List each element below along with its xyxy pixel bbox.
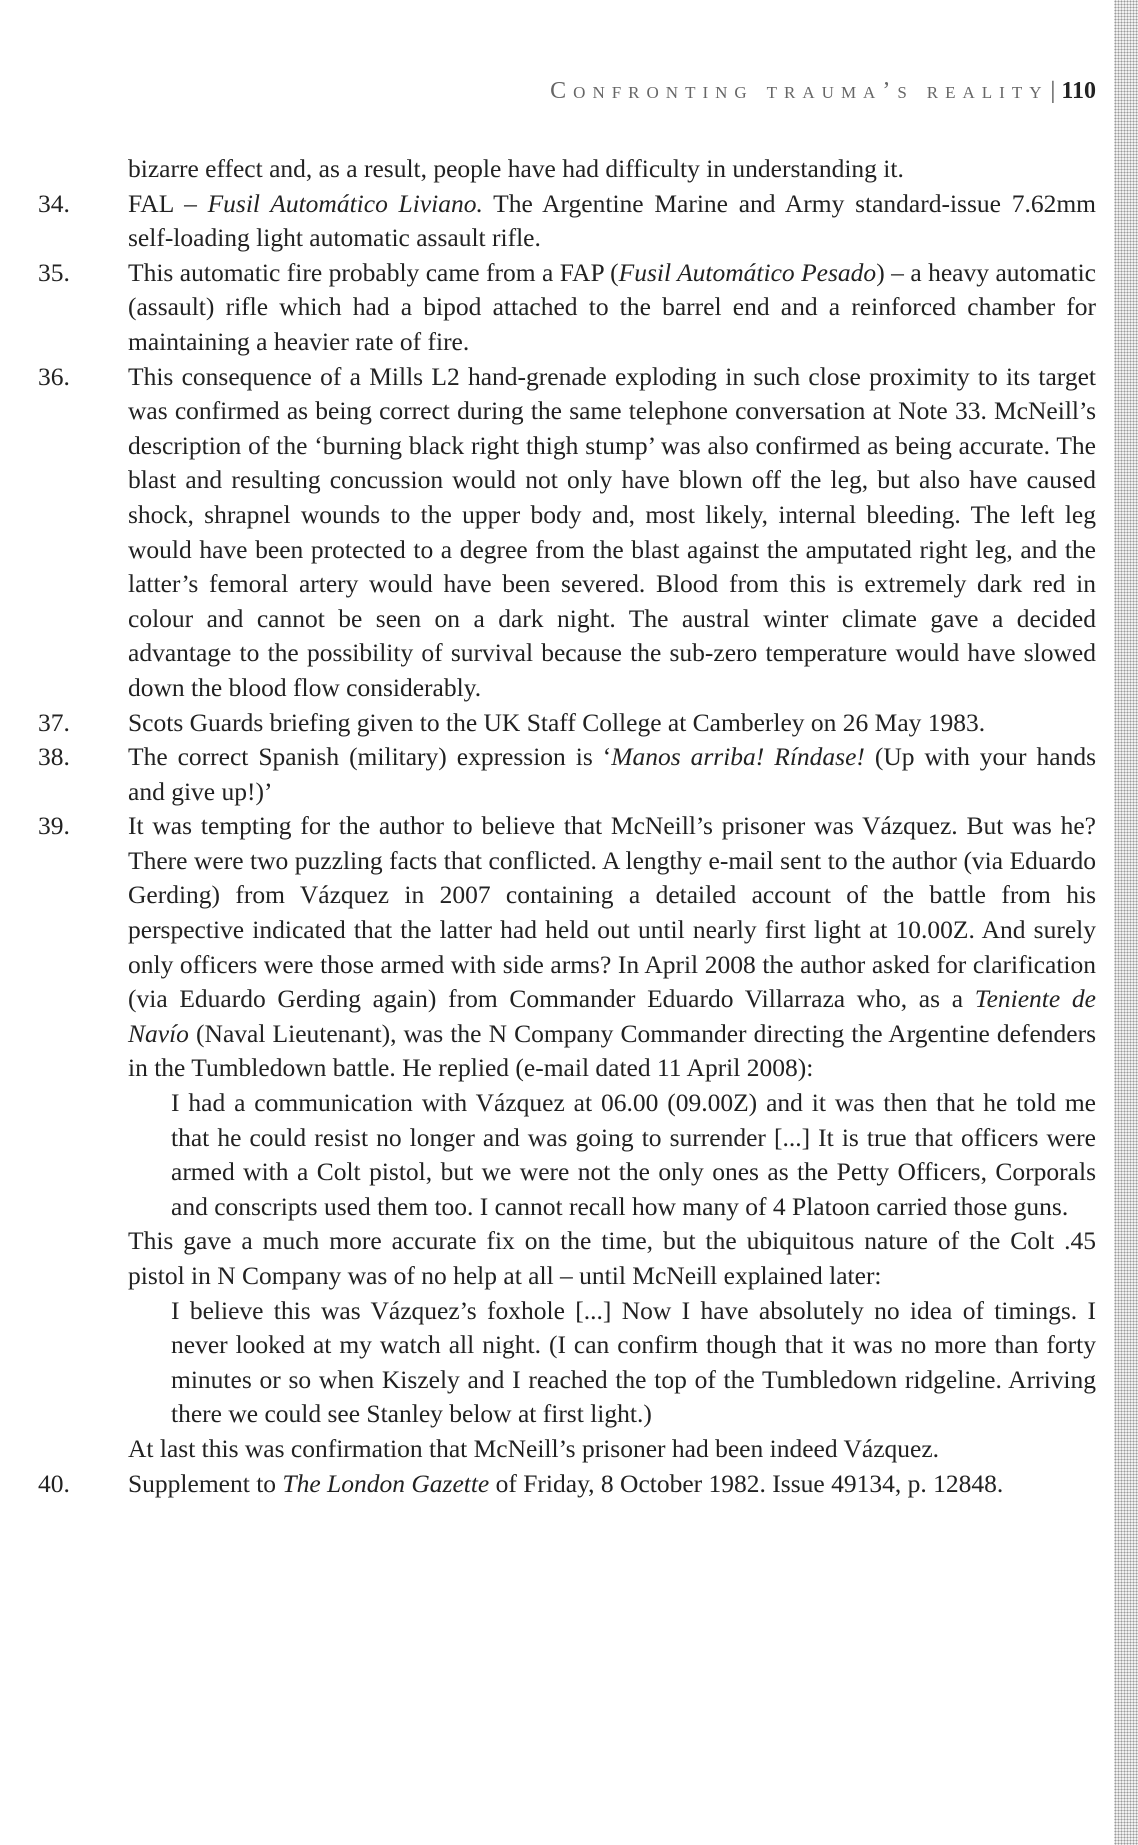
note-36 [38,360,1096,706]
note-italic: The London Gazette [282,1468,490,1498]
note-37 [38,706,1096,741]
carryover-text: bizarre effect and, as a result, people have had difficulty in understanding it. [128,154,904,183]
note-number: 38. [38,742,70,772]
running-title: Confronting trauma’s reality [550,78,1049,104]
note-text: (Naval Lieutenant), was the N Company Commander directing the Argentine defenders in the Tumbledown battle. He replied (e-mail dated 11 April 2008): [128,1018,1096,1083]
note-39-continuation: This gave a much more accurate fix on the time, but the ubiquitous nature of the Colt .45 pistol in N Company was of no help at all – until McNeill explained later: [128,1226,1096,1290]
note-text: This consequence of a Mills L2 hand-grenade exploding in such close proximity to its target was confirmed as being correct during the same telephone conversation at Note 33. McNeill’s description of the ‘burning black right thigh stump’ was also confirmed as being accurate. The blast and resulting concussion would not only have blown off the leg, but also have caused shock, shrapnel wounds to the upper body and, most likely, internal bleeding. The left leg would have been protected to a degree from the blast against the amputated right leg, and the latter’s femoral artery would have been severed. Blood from this is extremely dark red in colour and cannot be seen on a dark night. The austral winter climate gave a decided advantage to the possibility of survival because the sub-zero temperature would have slowed down the blood flow considerably. [128,361,1096,702]
note-text: (Up with your hands and give up!)’ [128,742,1097,806]
note-text: This automatic fire probably came from a FAP ( [128,257,619,287]
note-italic: Fusil Automático Liviano. [207,188,483,218]
note-39-conclusion: At last this was confirmation that McNeill’s prisoner had been indeed Vázquez. [128,1433,940,1463]
note-italic: Fusil Automático Pesado [618,257,877,287]
note-text: It was tempting for the author to believe that McNeill’s prisoner was Vázquez. But was he? There were two puzzling facts that conflicted. A lengthy e-mail sent to the author (via Eduardo Gerding) from Vázquez in 2007 containing a detailed account of the battle from his perspective indicated that the latter had held out until nearly first light at 10.00Z. And surely only officers were those armed with side arms? In April 2008 the author asked for clarification (via Eduardo Gerding again) from Commander Eduardo Villarraza who, as a [128,811,1096,1014]
note-italic: Manos arriba! Ríndase! [611,742,865,772]
page-number: 110 [1061,78,1096,104]
note-number: 34. [38,188,70,218]
note-number: 35. [38,257,70,287]
block-quote-villarraza: I had a communication with Vázquez at 06.00 (09.00Z) and it was then that he told me that he could resist no longer and was going to surrender [...] It is true that officers were armed with a Colt pistol, but we were not the only ones as the Petty Officers, Corporals and conscripts used them too. I cannot recall how many of 4 Platoon carried those guns. [171,1088,1096,1221]
note-40 [38,1467,1096,1502]
note-number: 37. [38,707,70,737]
header-separator: | [1050,78,1056,104]
note-39 [38,809,1096,1086]
note-text: ) – a heavy automatic (assault) rifle which had a bipod attached to the barrel end and a reinforced chamber for maintaining a heavier rate of fire. [128,257,1096,356]
note-number: 40. [38,1468,70,1498]
note-35 [38,256,1096,360]
note-italic: Teniente de Navío [128,984,1096,1048]
note-number: 36. [38,361,70,391]
running-header [550,78,1096,105]
note-text: Scots Guards briefing given to the UK Staff College at Camberley on 26 May 1983. [128,707,986,737]
page-edge-texture [1114,0,1138,1845]
block-quote-mcneill: I believe this was Vázquez’s foxhole [...] Now I have absolutely no idea of timings. I never looked at my watch all night. (I can confirm though that it was no more than forty minutes or so when Kiszely and I reached the top of the Tumbledown ridgeline. Arriving there we could see Stanley below at first light.) [171,1295,1096,1429]
note-text: The correct Spanish (military) expression is ‘ [128,742,612,772]
note-text: FAL – [128,188,208,218]
note-38 [38,740,1096,809]
endnotes-body [38,152,1096,1501]
note-text: of Friday, 8 October 1982. Issue 49134, p. 12848. [489,1468,1004,1498]
note-text: The Argentine Marine and Army standard-issue 7.62mm self-loading light automatic assault rifle. [128,188,1096,253]
note-number: 39. [38,811,70,841]
note-34 [38,187,1096,256]
note-text: Supplement to [128,1468,283,1498]
